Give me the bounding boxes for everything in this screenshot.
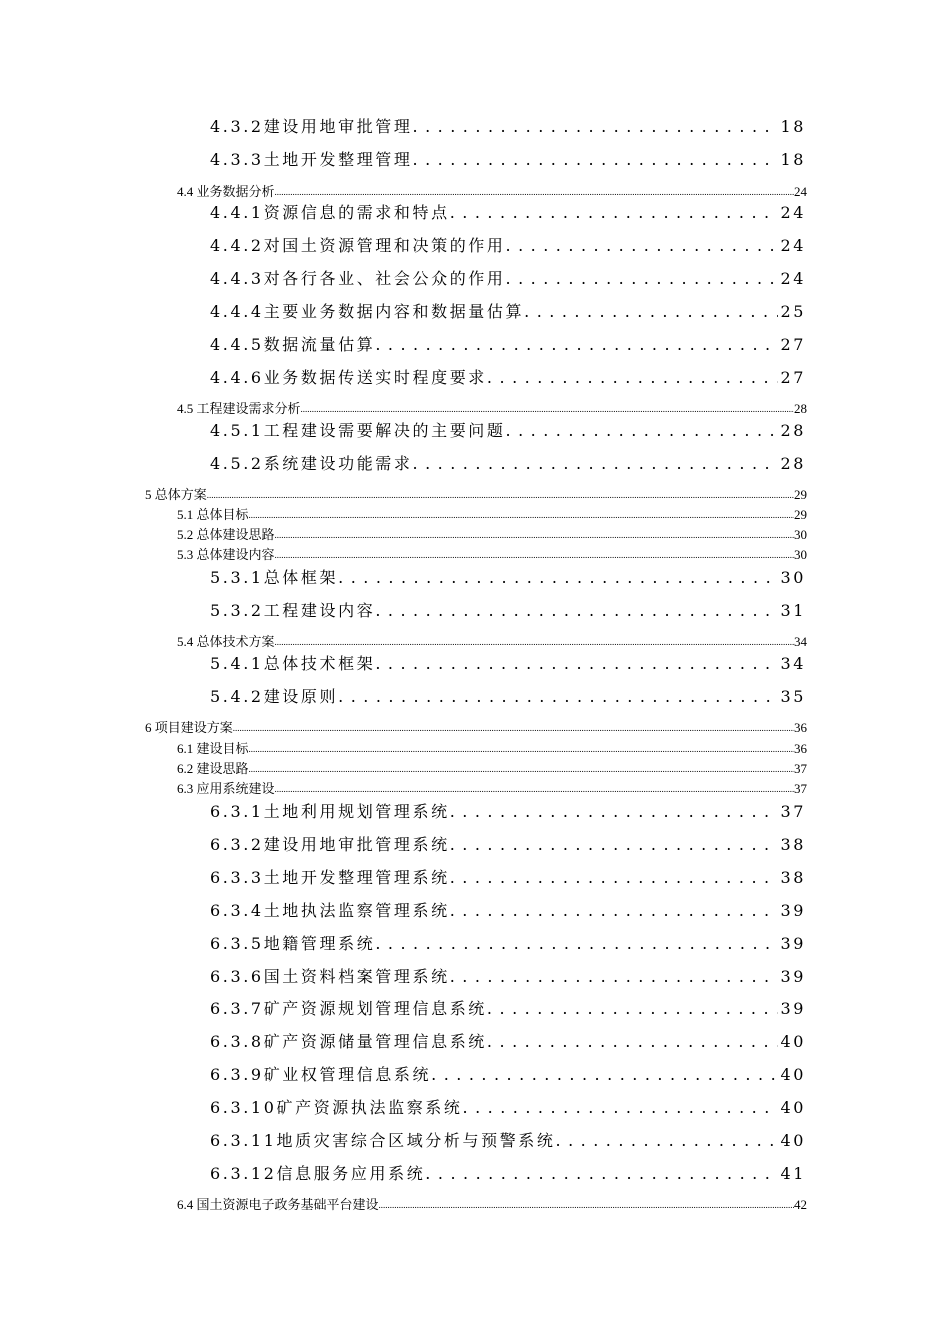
dot-leader bbox=[413, 150, 779, 170]
toc-entry-title: 6.1 建设目标 bbox=[177, 741, 249, 756]
toc-entry-page: 39 bbox=[780, 901, 806, 920]
dot-leader bbox=[375, 654, 778, 674]
toc-entry-page: 38 bbox=[780, 835, 806, 854]
dot-leader bbox=[487, 368, 779, 388]
dot-leader bbox=[450, 901, 779, 921]
toc-entry[interactable] bbox=[210, 999, 806, 1019]
toc-entry-title: 5.4.1总体技术框架 bbox=[210, 654, 376, 673]
dot-leader bbox=[413, 117, 779, 137]
toc-entry-title: 6.3.11地质灾害综合区域分析与预警系统 bbox=[210, 1131, 556, 1150]
dot-leader bbox=[249, 760, 794, 777]
toc-entry[interactable] bbox=[210, 236, 806, 256]
toc-entry[interactable] bbox=[210, 454, 806, 474]
toc-entry-page: 36 bbox=[794, 720, 807, 735]
toc-entry-page: 27 bbox=[780, 368, 806, 387]
toc-entry-title: 6.3.6国土资料档案管理系统 bbox=[210, 967, 450, 986]
toc-entry-title: 6.3.2建设用地审批管理系统 bbox=[210, 835, 450, 854]
toc-entry[interactable] bbox=[210, 421, 806, 441]
dot-leader bbox=[375, 601, 778, 621]
dot-leader bbox=[275, 780, 794, 797]
toc-entry-title: 6.3.3土地开发整理管理系统 bbox=[210, 868, 450, 887]
toc-entry-title: 6.3 应用系统建设 bbox=[177, 781, 275, 796]
dot-leader bbox=[338, 568, 778, 588]
toc-entry[interactable] bbox=[210, 654, 806, 674]
toc-entry[interactable] bbox=[177, 781, 807, 797]
toc-entry-title: 5.3 总体建设内容 bbox=[177, 547, 275, 562]
toc-entry[interactable] bbox=[177, 761, 807, 777]
toc-entry-page: 34 bbox=[780, 654, 806, 673]
toc-entry[interactable] bbox=[210, 150, 806, 170]
dot-leader bbox=[487, 999, 779, 1019]
dot-leader bbox=[379, 1196, 794, 1213]
toc-entry-title: 6.3.12信息服务应用系统 bbox=[210, 1164, 426, 1183]
toc-entry-page: 24 bbox=[780, 236, 806, 255]
toc-entry-page: 36 bbox=[794, 741, 807, 756]
toc-entry-page: 39 bbox=[780, 967, 806, 986]
toc-entry-title: 4.4.1资源信息的需求和特点 bbox=[210, 203, 450, 222]
dot-leader bbox=[275, 633, 794, 650]
toc-entry-title: 4.5.1工程建设需要解决的主要问题 bbox=[210, 421, 506, 440]
toc-entry[interactable] bbox=[210, 203, 806, 223]
toc-entry[interactable] bbox=[210, 868, 806, 888]
toc-entry[interactable] bbox=[210, 302, 806, 322]
dot-leader bbox=[487, 1032, 779, 1052]
toc-entry-title: 5.3.2工程建设内容 bbox=[210, 601, 376, 620]
toc-entry-title: 4.4.6业务数据传送实时程度要求 bbox=[210, 368, 487, 387]
toc-entry-page: 29 bbox=[794, 507, 807, 522]
dot-leader bbox=[450, 802, 779, 822]
toc-entry-page: 37 bbox=[780, 802, 806, 821]
toc-entry-title: 5.3.1总体框架 bbox=[210, 568, 339, 587]
toc-entry-title: 6.3.10矿产资源执法监察系统 bbox=[210, 1098, 463, 1117]
toc-entry-title: 6.3.8矿产资源储量管理信息系统 bbox=[210, 1032, 487, 1051]
toc-entry-page: 30 bbox=[794, 527, 807, 542]
toc-entry-page: 38 bbox=[780, 868, 806, 887]
toc-entry[interactable] bbox=[210, 1032, 806, 1052]
toc-entry[interactable] bbox=[210, 335, 806, 355]
toc-entry-page: 30 bbox=[794, 547, 807, 562]
dot-leader bbox=[450, 835, 779, 855]
toc-entry-page: 29 bbox=[794, 487, 807, 502]
toc-entry[interactable] bbox=[145, 720, 807, 736]
dot-leader bbox=[338, 687, 778, 707]
toc-entry-page: 28 bbox=[780, 454, 806, 473]
toc-entry-title: 6.2 建设思路 bbox=[177, 761, 249, 776]
toc-entry-title: 4.3.2建设用地审批管理 bbox=[210, 117, 413, 136]
toc-entry[interactable] bbox=[210, 901, 806, 921]
toc-entry-page: 30 bbox=[780, 568, 806, 587]
toc-entry[interactable] bbox=[210, 967, 806, 987]
toc-entry-title: 4.3.3土地开发整理管理 bbox=[210, 150, 413, 169]
toc-entry-title: 6.3.9矿业权管理信息系统 bbox=[210, 1065, 432, 1084]
toc-entry-page: 24 bbox=[780, 269, 806, 288]
toc-entry-title: 6 项目建设方案 bbox=[145, 720, 233, 735]
toc-entry-title: 4.5.2系统建设功能需求 bbox=[210, 454, 413, 473]
toc-entry-page: 40 bbox=[780, 1032, 806, 1051]
toc-entry[interactable] bbox=[210, 117, 806, 137]
toc-entry[interactable] bbox=[177, 401, 807, 417]
toc-entry-title: 6.3.1土地利用规划管理系统 bbox=[210, 802, 450, 821]
dot-leader bbox=[375, 335, 778, 355]
dot-leader bbox=[463, 1098, 779, 1118]
dot-leader bbox=[450, 203, 779, 223]
toc-entry-page: 18 bbox=[780, 117, 806, 136]
dot-leader bbox=[275, 183, 794, 200]
toc-entry-title: 5.4.2建设原则 bbox=[210, 687, 339, 706]
dot-leader bbox=[556, 1131, 779, 1151]
dot-leader bbox=[413, 454, 779, 474]
toc-entry[interactable] bbox=[210, 802, 806, 822]
dot-leader bbox=[506, 269, 779, 289]
toc-entry-page: 24 bbox=[780, 203, 806, 222]
toc-entry[interactable] bbox=[210, 1065, 806, 1085]
dot-leader bbox=[450, 868, 779, 888]
toc-entry[interactable] bbox=[210, 1164, 806, 1184]
toc-entry-title: 4.4 业务数据分析 bbox=[177, 184, 275, 199]
toc-entry[interactable] bbox=[210, 269, 806, 289]
toc-entry-page: 42 bbox=[794, 1197, 807, 1212]
toc-entry-title: 4.4.2对国土资源管理和决策的作用 bbox=[210, 236, 506, 255]
toc-entry-title: 5.4 总体技术方案 bbox=[177, 634, 275, 649]
dot-leader bbox=[301, 400, 794, 417]
toc-entry-page: 34 bbox=[794, 634, 807, 649]
toc-entry-title: 4.4.4主要业务数据内容和数据量估算 bbox=[210, 302, 525, 321]
toc-entry-title: 4.5 工程建设需求分析 bbox=[177, 401, 301, 416]
toc-entry[interactable] bbox=[177, 547, 807, 563]
toc-entry[interactable] bbox=[210, 601, 806, 621]
toc-entry-page: 28 bbox=[780, 421, 806, 440]
toc-entry[interactable] bbox=[177, 527, 807, 543]
dot-leader bbox=[506, 236, 779, 256]
toc-entry-title: 6.3.5地籍管理系统 bbox=[210, 934, 376, 953]
toc-entry-title: 5.1 总体目标 bbox=[177, 507, 249, 522]
toc-entry-page: 40 bbox=[780, 1065, 806, 1084]
toc-entry-page: 35 bbox=[780, 687, 806, 706]
toc-entry[interactable] bbox=[210, 934, 806, 954]
toc-entry[interactable] bbox=[210, 568, 806, 588]
toc-entry[interactable] bbox=[177, 184, 807, 200]
toc-entry-page: 41 bbox=[780, 1164, 806, 1183]
toc-entry-page: 24 bbox=[794, 184, 807, 199]
toc-entry[interactable] bbox=[210, 368, 806, 388]
dot-leader bbox=[524, 302, 778, 322]
toc-entry-title: 4.4.5数据流量估算 bbox=[210, 335, 376, 354]
toc-entry[interactable] bbox=[145, 487, 807, 503]
toc-entry[interactable] bbox=[210, 687, 806, 707]
dot-leader bbox=[425, 1164, 778, 1184]
toc-entry-page: 39 bbox=[780, 934, 806, 953]
toc-entry-title: 5.2 总体建设思路 bbox=[177, 527, 275, 542]
dot-leader bbox=[233, 719, 794, 736]
toc-entry-page: 25 bbox=[780, 302, 806, 321]
toc-entry[interactable] bbox=[177, 507, 807, 523]
toc-entry[interactable] bbox=[177, 1197, 807, 1213]
dot-leader bbox=[249, 740, 794, 757]
dot-leader bbox=[207, 486, 794, 503]
toc-entry-title: 6.3.7矿产资源规划管理信息系统 bbox=[210, 999, 487, 1018]
toc-entry-page: 27 bbox=[780, 335, 806, 354]
dot-leader bbox=[249, 506, 794, 523]
toc-entry[interactable] bbox=[210, 1098, 806, 1118]
toc-entry-page: 37 bbox=[794, 781, 807, 796]
toc-entry-title: 5 总体方案 bbox=[145, 487, 207, 502]
dot-leader bbox=[275, 526, 794, 543]
toc-entry-page: 31 bbox=[780, 601, 806, 620]
toc-entry[interactable] bbox=[177, 634, 807, 650]
toc-entry-page: 39 bbox=[780, 999, 806, 1018]
toc-entry[interactable] bbox=[210, 835, 806, 855]
toc-entry-page: 18 bbox=[780, 150, 806, 169]
toc-entry-title: 6.4 国土资源电子政务基础平台建设 bbox=[177, 1197, 379, 1212]
dot-leader bbox=[506, 421, 779, 441]
dot-leader bbox=[450, 967, 779, 987]
toc-entry-title: 6.3.4土地执法监察管理系统 bbox=[210, 901, 450, 920]
toc-entry-page: 40 bbox=[780, 1131, 806, 1150]
toc-entry-page: 37 bbox=[794, 761, 807, 776]
dot-leader bbox=[375, 934, 778, 954]
toc-entry-title: 4.4.3对各行各业、社会公众的作用 bbox=[210, 269, 506, 288]
toc-entry-page: 28 bbox=[794, 401, 807, 416]
dot-leader bbox=[275, 546, 794, 563]
toc-entry[interactable] bbox=[210, 1131, 806, 1151]
dot-leader bbox=[431, 1065, 778, 1085]
toc-entry-page: 40 bbox=[780, 1098, 806, 1117]
toc-entry[interactable] bbox=[177, 741, 807, 757]
